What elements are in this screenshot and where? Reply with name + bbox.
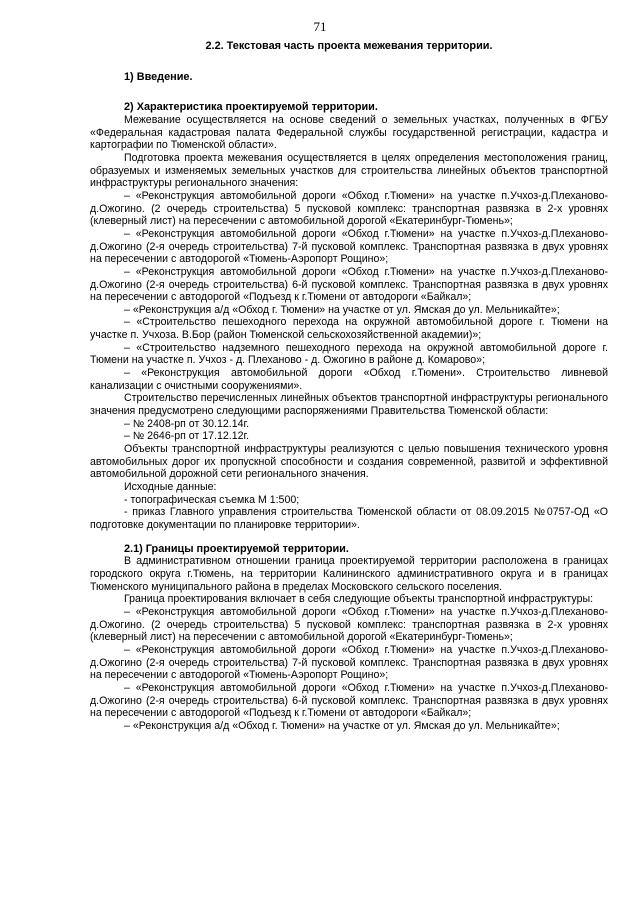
document-body — [90, 40, 608, 732]
list-item: – «Строительство пешеходного перехода на окружной автомобильной дороге г. Тюмени на участке п. Учхоза. В.Бор (район Тюменской сельскохозяйственной академии)»; — [90, 316, 608, 342]
page-number: 71 — [313, 19, 327, 34]
source-data-label: Исходные данные: — [124, 481, 217, 493]
section-title: 2.2. Текстовая часть проекта межевания территории. — [205, 40, 493, 52]
heading-territory-boundaries: 2.1) Границы проектируемой территории. — [124, 542, 349, 555]
source-item: - приказ Главного управления строительства Тюменской области от 08.09.2015 №0757-ОД «О подготовке документации по планировке территории». — [90, 506, 608, 531]
list-item: – «Реконструкция а/д «Обход г. Тюмени» на участке от ул. Ямская до ул. Мельникайте»; — [124, 303, 560, 316]
paragraph: Строительство перечисленных линейных объектов транспортной инфраструктуры регионального значения предусмотрено следующими распоряжениями Правительства Тюменской области: — [90, 392, 608, 418]
heading-territory-characteristics: 2) Характеристика проектируемой территории. — [124, 101, 378, 114]
list-item: – «Реконструкция автомобильной дороги «Обход г.Тюмени» на участке п.Учхоз-д.Плеханово-д.Ожогино (2-я очередь строительства) 6-й пусковой комплекс. Транспортная развязка в двух уровнях на пересечении с автодорогой «Подъезд к г.Тюмени от автодороги «Байкал»; — [90, 265, 608, 304]
list-item: – «Реконструкция автомобильной дороги «Обход г.Тюмени» на участке п.Учхоз-д.Плеханово-д.Ожогино. (2 очередь строительства) 5 пусковой комплекс: транспортная развязка в 2-х уровнях (клеверный лист) на пересечении с автомобильной дорогой «Екатеринбург-Тюмень»; — [90, 189, 608, 228]
list-item: – «Реконструкция автомобильной дороги «Обход г.Тюмени» на участке п.Учхоз-д.Плеханово-д.Ожогино (2-я очередь строительства) 6-й пусковой комплекс. Транспортная развязка в двух уровнях на пересечении с автодорогой «Подъезд к г.Тюмени от автодороги «Байкал»; — [90, 681, 608, 720]
paragraph: Подготовка проекта межевания осуществляется в целях определения местоположения границ, образуемых и изменяемых земельных участков для строительства линейных объектов транспортной инфраструктуры регионального значения: — [90, 151, 608, 190]
paragraph: Объекты транспортной инфраструктуры реализуются с целью повышения технического уровня автомобильных дорог их пропускной способности и создания современной, развитой и эффективной автомобильной дорожной сети регионального значения. — [90, 443, 608, 481]
paragraph: В административном отношении граница проектируемой территории расположена в границах городского округа г.Тюмень, на территории Калининского административного округа и в границах Тюменского муниципального района в пределах Московского сельского поселения. — [90, 555, 608, 593]
paragraph: Межевание осуществляется на основе сведений о земельных участках, полученных в ФГБУ «Федеральная кадастровая палата Федеральной службы государственной регистрации, кадастра и картографии по Тюменской области». — [90, 113, 608, 152]
order-item: – № 2408-рп от 30.12.14г. — [124, 417, 250, 430]
list-item: – «Реконструкция автомобильной дороги «Обход г.Тюмени». Строительство ливневой канализации с очистными сооружениями». — [90, 367, 608, 392]
list-item: – «Реконструкция а/д «Обход г. Тюмени» на участке от ул. Ямская до ул. Мельникайте»; — [124, 719, 560, 732]
source-item: - топографическая съемка М 1:500; — [124, 493, 300, 506]
list-item: – «Реконструкция автомобильной дороги «Обход г.Тюмени» на участке п.Учхоз-д.Плеханово-д.Ожогино (2-я очередь строительства) 7-й пусковой комплекс. Транспортная развязка в двух уровнях на пересечении с автодорогой «Тюмень-Аэропорт Рощино»; — [90, 227, 608, 266]
paragraph: Граница проектирования включает в себя следующие объекты транспортной инфраструктуры: — [124, 593, 594, 606]
list-item: – «Реконструкция автомобильной дороги «Обход г.Тюмени» на участке п.Учхоз-д.Плеханово-д.Ожогино (2-я очередь строительства) 7-й пусковой комплекс. Транспортная развязка в двух уровнях на пересечении с автодорогой «Тюмень-Аэропорт Рощино»; — [90, 643, 608, 682]
list-item: – «Строительство надземного пешеходного перехода на окружной автомобильной дороге г. Тюмени на участке п. Учхоз - д. Плеханово - д. Ожогино в районе д. Комарово»; — [90, 341, 608, 367]
list-item: – «Реконструкция автомобильной дороги «Обход г.Тюмени» на участке п.Учхоз-д.Плеханово-д.Ожогино. (2 очередь строительства) 5 пусковой комплекс: транспортная развязка в 2-х уровнях (клеверный лист) на пересечении с автомобильной дорогой «Екатеринбург-Тюмень»; — [90, 605, 608, 644]
heading-introduction: 1) Введение. — [124, 70, 193, 83]
order-item: – № 2646-рп от 17.12.12г. — [124, 430, 250, 443]
